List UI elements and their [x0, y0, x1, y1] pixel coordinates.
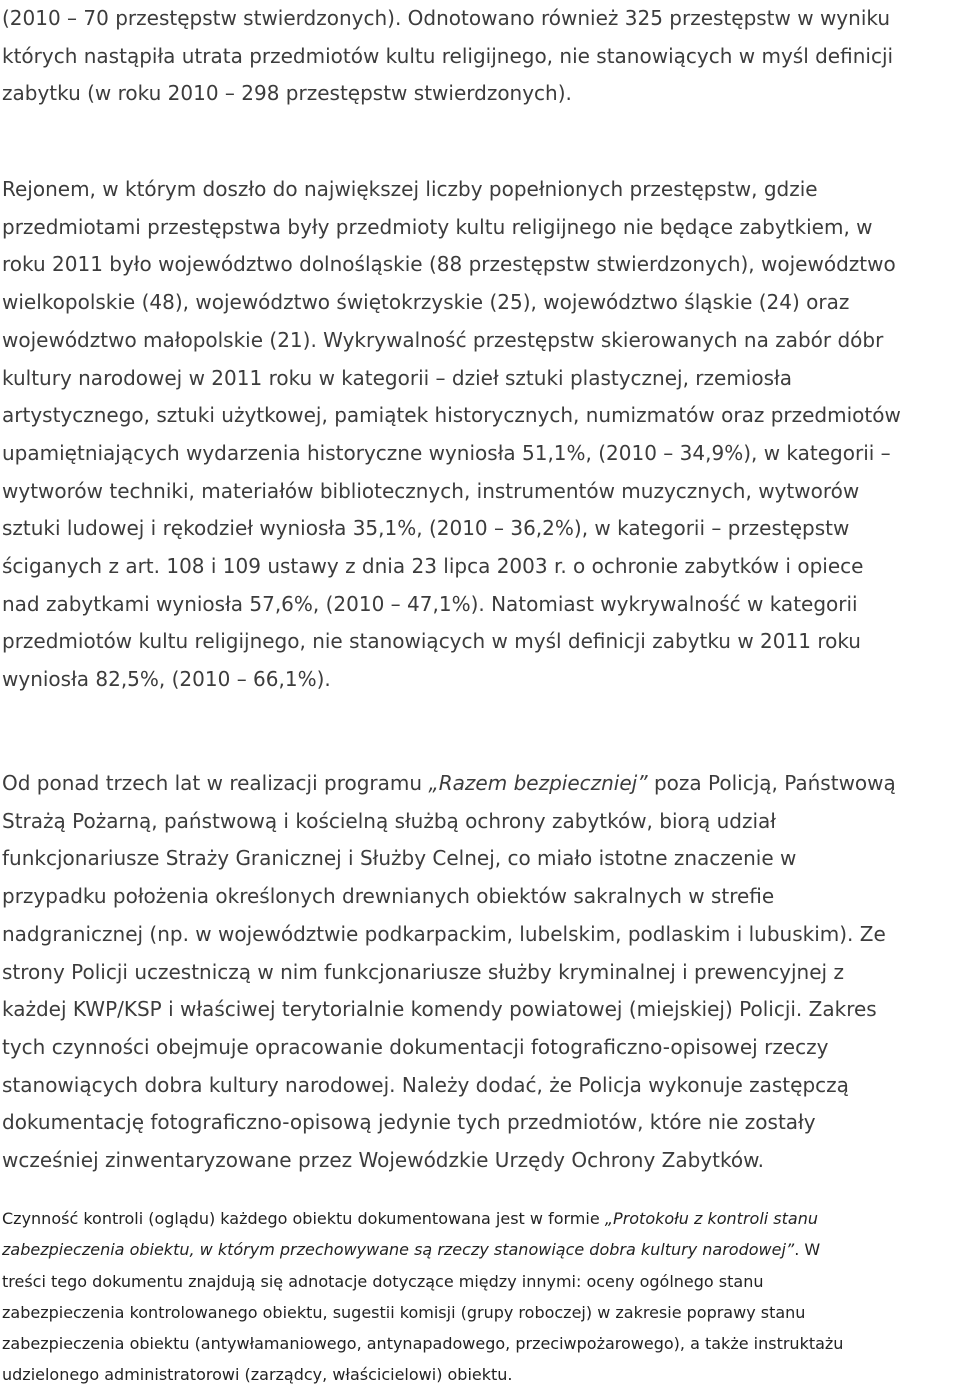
text-line: których nastąpiła utrata przedmiotów kultu religijnego, nie stanowiących w myśl definicji: [2, 43, 894, 68]
text-line: (2010 – 70 przestępstw stwierdzonych). Odnotowano również 325 przestępstw w wyniku: [2, 6, 891, 30]
protocol-title: „Protokołu z kontroli stanu: [604, 1209, 818, 1228]
text-line: Rejonem, w którym doszło do największej liczby popełnionych przestępstw, gdzie: [2, 177, 818, 201]
text-line: upamiętniających wydarzenia historyczne wyniosła 51,1%, (2010 – 34,9%), w kategorii –: [2, 440, 891, 465]
text-line: roku 2011 było województwo dolnośląskie (88 przestępstw stwierdzonych), województwo: [2, 252, 896, 277]
text-line: kultury narodowej w 2011 roku w kategorii – dzieł sztuki plastycznej, rzemiosła: [2, 365, 792, 390]
text-line: udzielonego administratorowi (zarządcy, właścicielowi) obiektu.: [2, 1365, 513, 1385]
text-line: tych czynności obejmuje opracowanie dokumentacji fotograficzno-opisowej rzeczy: [2, 1034, 829, 1059]
text-line: wielkopolskie (48), województwo świętokrzyskie (25), województwo śląskie (24) oraz: [2, 290, 850, 315]
text-line: Strażą Pożarną, państwową i kościelną służbą ochrony zabytków, biorą udział: [2, 808, 776, 833]
text-line: dokumentację fotograficzno-opisową jedynie tych przedmiotów, które nie zostały: [2, 1110, 816, 1135]
text-line: ściganych z art. 108 i 109 ustawy z dnia 23 lipca 2003 r. o ochronie zabytków i opiece: [2, 554, 864, 579]
text-line: nad zabytkami wyniosła 57,6%, (2010 – 47,1%). Natomiast wykrywalność w kategorii: [2, 591, 858, 616]
text-line: przedmiotami przestępstwa były przedmioty kultu religijnego nie będące zabytkiem, w: [2, 214, 873, 239]
text-line: wcześniej zinwentaryzowane przez Wojewódzkie Urzędy Ochrony Zabytków.: [2, 1148, 764, 1173]
text-segment: poza Policją, Państwową: [647, 771, 896, 795]
paragraph-regions-detection: [0, 171, 960, 699]
protocol-title: zabezpieczenia obiektu, w którym przechowywane są rzeczy stanowiące dobra kultury narodowej”: [2, 1240, 795, 1260]
paragraph-program-razem-bezpieczniej: [0, 765, 960, 1180]
text-line: zabezpieczenia kontrolowanego obiektu, sugestii komisji (grupy roboczej) w zakresie poprawy stanu: [2, 1302, 806, 1322]
text-line: województwo małopolskie (21). Wykrywalność przestępstw skierowanych na zabór dóbr: [2, 327, 884, 352]
text-line: przedmiotów kultu religijnego, nie stanowiących w myśl definicji zabytku w 2011 roku: [2, 629, 861, 654]
text-line: [2, 1203, 942, 1234]
text-line: wyniosła 82,5%, (2010 – 66,1%).: [2, 667, 331, 692]
text-line: funkcjonariusze Straży Granicznej i Służby Celnej, co miało istotne znaczenie w: [2, 846, 797, 871]
text-line: każdej KWP/KSP i właściwej terytorialnie komendy powiatowej (miejskiej) Policji. Zakres: [2, 997, 877, 1022]
text-line: [2, 765, 960, 803]
text-line: wytworów techniki, materiałów bibliotecznych, instrumentów muzycznych, wytworów: [2, 478, 860, 503]
text-segment: . W: [794, 1240, 821, 1260]
text-line: artystycznego, sztuki użytkowej, pamiątek historycznych, numizmatów oraz przedmiotów: [2, 403, 901, 428]
paragraph-inspection-protocol: [0, 1203, 942, 1391]
text-line: [2, 1234, 942, 1265]
text-line: sztuki ludowej i rękodzieł wyniosła 35,1%, (2010 – 36,2%), w kategorii – przestępstw: [2, 516, 850, 541]
text-segment: Od ponad trzech lat w realizacji programu: [2, 771, 429, 795]
text-segment: Czynność kontroli (oglądu) każdego obiektu dokumentowana jest w formie: [2, 1209, 605, 1228]
text-line: zabytku (w roku 2010 – 298 przestępstw stwierdzonych).: [2, 81, 572, 106]
text-line: zabezpieczenia obiektu (antywłamaniowego, antynapadowego, przeciwpożarowego), a także instruktażu: [2, 1334, 844, 1354]
program-name: „Razem bezpieczniej”: [428, 771, 648, 795]
paragraph-statistics-continued: [0, 0, 960, 113]
text-line: strony Policji uczestniczą w nim funkcjonariusze służby kryminalnej i prewencyjnej z: [2, 959, 844, 984]
text-line: treści tego dokumentu znajdują się adnotacje dotyczące między innymi: oceny ogólnego stanu: [2, 1271, 764, 1291]
text-line: stanowiących dobra kultury narodowej. Należy dodać, że Policja wykonuje zastępczą: [2, 1072, 849, 1097]
text-line: nadgranicznej (np. w województwie podkarpackim, lubelskim, podlaskim i lubuskim). Ze: [2, 921, 886, 946]
text-line: przypadku położenia określonych drewnianych obiektów sakralnych w strefie: [2, 884, 775, 909]
